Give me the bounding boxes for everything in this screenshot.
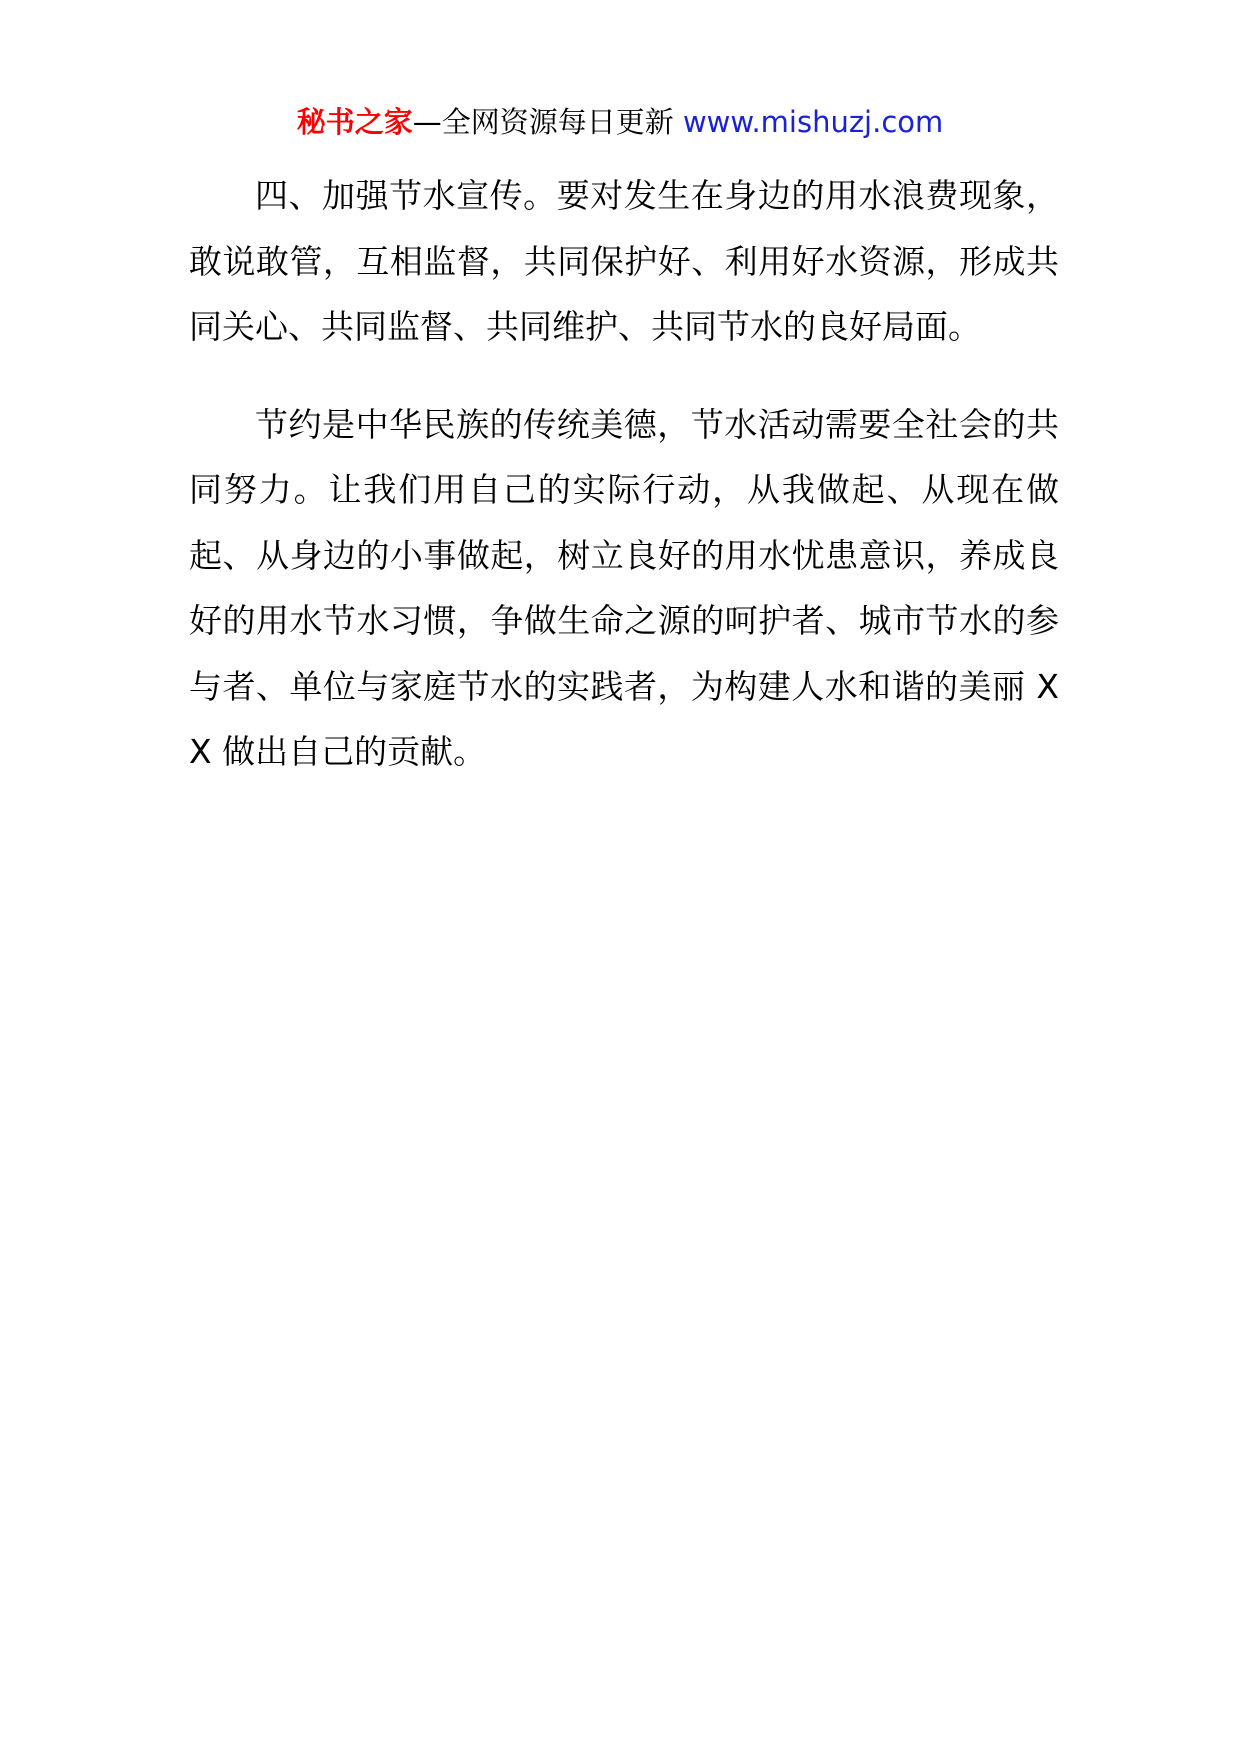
brand-name: 秘书之家 <box>296 105 413 139</box>
website-link[interactable]: www.mishuzj.com <box>682 105 944 139</box>
document-body <box>189 163 1059 785</box>
header-tagline: —全网资源每日更新 <box>412 105 683 139</box>
paragraph-water-publicity: 四、加强节水宣传。要对发生在身边的用水浪费现象，敢说敢管，互相监督，共同保护好、利用好水资源，形成共同关心、共同监督、共同维护、共同节水的良好局面。 <box>189 176 1059 346</box>
paragraph-conclusion: 节约是中华民族的传统美德，节水活动需要全社会的共同努力。让我们用自己的实际行动，从我做起、从现在做起、从身边的小事做起，树立良好的用水忧患意识，养成良好的用水节水习惯，争做生命之源的呵护者、城市节水的参与者、单位与家庭节水的实践者，为构建人水和谐的美丽 XX 做出自己的贡献。 <box>189 404 1059 771</box>
page-header <box>0 100 1240 144</box>
